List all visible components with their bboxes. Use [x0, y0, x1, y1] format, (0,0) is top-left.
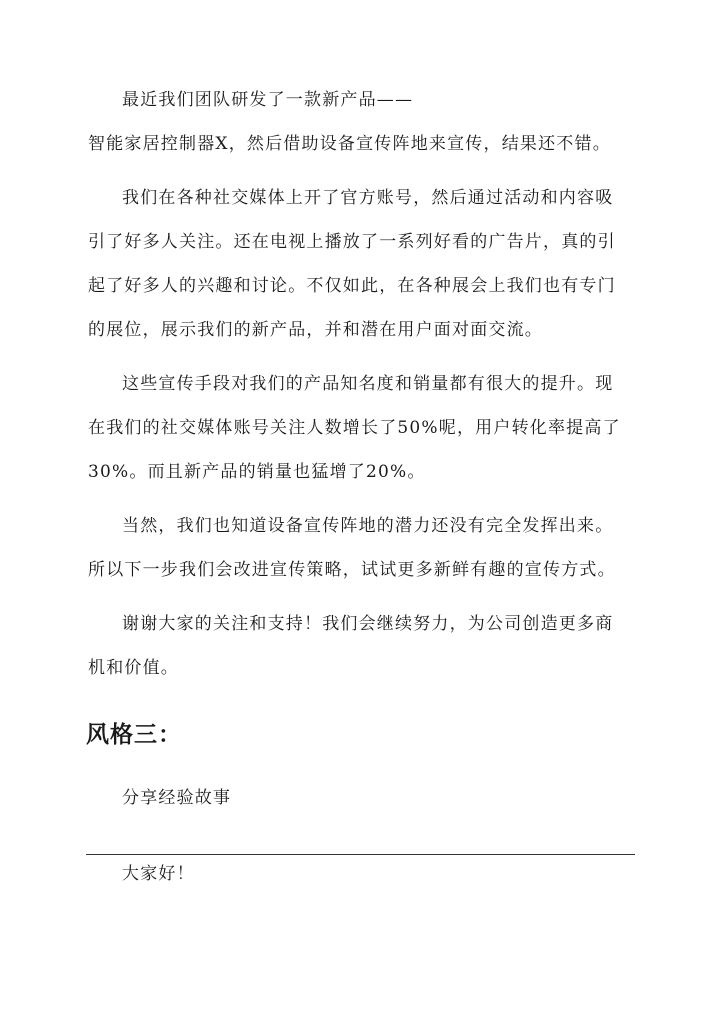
paragraph-2-line-3: 起了好多人的兴趣和讨论。不仅如此，在各种展会上我们也有专门	[88, 276, 616, 296]
greeting-text: 大家好！	[122, 864, 195, 884]
paragraph-3-line-1: 这些宣传手段对我们的产品知名度和销量都有很大的提升。现	[122, 374, 614, 394]
section-heading: 风格三：	[86, 721, 182, 748]
paragraph-2-line-1: 我们在各种社交媒体上开了官方账号，然后通过活动和内容吸	[122, 188, 614, 208]
paragraph-3-line-3: 30%。而且新产品的销量也猛增了20%。	[88, 462, 426, 482]
paragraph-1-line-2: 智能家居控制器X，然后借助设备宣传阵地来宣传，结果还不错。	[88, 134, 611, 154]
paragraph-5-line-1: 谢谢大家的关注和支持！我们会继续努力，为公司创造更多商	[122, 614, 614, 634]
paragraph-4-line-2: 所以下一步我们会改进宣传策略，试试更多新鲜有趣的宣传方式。	[88, 560, 616, 580]
paragraph-3-line-2: 在我们的社交媒体账号关注人数增长了50%呢，用户转化率提高了	[88, 418, 621, 438]
section-subtitle: 分享经验故事	[122, 788, 232, 808]
divider	[86, 854, 635, 855]
paragraph-2-line-4: 的展位，展示我们的新产品，并和潜在用户面对面交流。	[88, 320, 543, 340]
paragraph-1-line-1: 最近我们团队研发了一款新产品——	[122, 90, 414, 110]
paragraph-2-line-2: 引了好多人关注。还在电视上播放了一系列好看的广告片，真的引	[88, 232, 616, 252]
paragraph-5-line-2: 机和价值。	[88, 658, 179, 678]
paragraph-4-line-1: 当然，我们也知道设备宣传阵地的潜力还没有完全发挥出来。	[122, 516, 614, 536]
